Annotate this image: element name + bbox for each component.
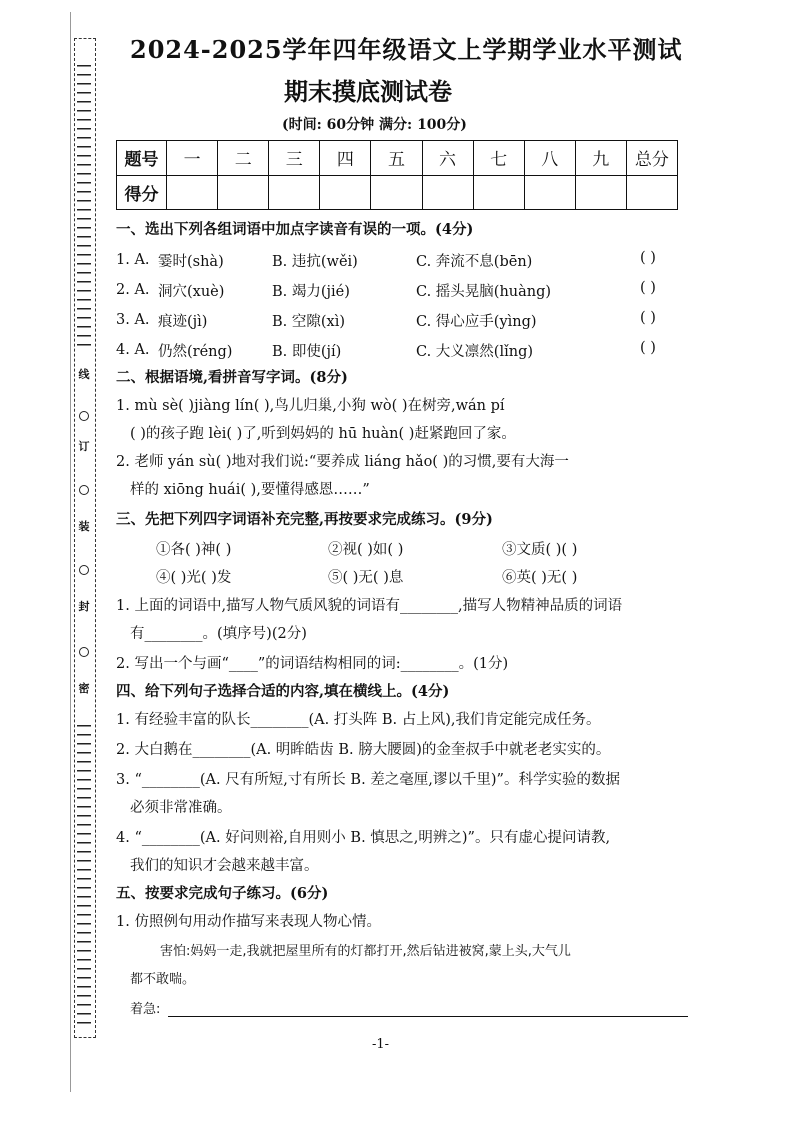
section3-heading: 三、先把下列四字词语补充完整,再按要求完成练习。(9分) xyxy=(116,511,493,528)
score-cell: 二 xyxy=(218,141,269,176)
score-input-cell[interactable] xyxy=(218,175,269,210)
s3-word5: ⑤( )无( )息 xyxy=(328,570,404,586)
s1-q1-b: B. 违抗(wěi) xyxy=(272,254,358,270)
section2-heading: 二、根据语境,看拼音写字词。(8分) xyxy=(116,369,348,386)
s1-q1-c: C. 奔流不息(bēn) xyxy=(416,254,533,270)
s2-line3: 2. 老师 yán sù( )地对我们说:“要养成 liáng hǎo( )的习惯,要有大海一 xyxy=(116,454,569,470)
score-input-cell[interactable] xyxy=(320,175,371,210)
s3-word2: ②视( )如( ) xyxy=(328,542,404,558)
s2-line4: 样的 xiōng huái( ),要懂得感恩……” xyxy=(130,482,370,498)
score-input-cell[interactable] xyxy=(269,175,320,210)
s5-example-line2: 都不敢喘。 xyxy=(130,972,196,987)
score-cell: 得分 xyxy=(117,175,167,210)
binding-stripes xyxy=(77,719,91,1029)
s1-q3-b: B. 空隙(xì) xyxy=(272,314,346,330)
score-input-cell[interactable] xyxy=(371,175,422,210)
binding-label-mi: 密 xyxy=(78,682,90,695)
score-cell: 一 xyxy=(167,141,218,176)
fold-line xyxy=(70,12,71,1092)
s3-q1-line2: 有________。(填序号)(2分) xyxy=(130,626,307,642)
binding-label-ding: 订 xyxy=(78,440,90,453)
binding-ring xyxy=(79,485,89,495)
s5-answer-label: 着急: xyxy=(130,1002,161,1017)
section5-heading: 五、按要求完成句子练习。(6分) xyxy=(116,885,329,902)
time-score-info: (时间: 60分钟 满分: 100分) xyxy=(282,117,467,133)
s5-example-line1: 害怕:妈妈一走,我就把屋里所有的灯都打开,然后钻进被窝,蒙上头,大气儿 xyxy=(160,944,571,959)
s1-q4-c: C. 大义凛然(lǐng) xyxy=(416,344,534,360)
s3-q1-line1: 1. 上面的词语中,描写人物气质风貌的词语有________,描写人物精神品质的词语 xyxy=(116,598,623,614)
s2-line1: 1. mù sè( )jiàng lín( ),鸟儿归巢,小狗 wò( )在树旁,wán pí xyxy=(116,398,505,414)
score-cell: 总分 xyxy=(626,141,677,176)
score-cell: 三 xyxy=(269,141,320,176)
s4-q3-line1: 3. “________(A. 尺有所短,寸有所长 B. 差之毫厘,谬以千里)”。科学实验的数据 xyxy=(116,772,620,788)
score-input-cell[interactable] xyxy=(626,175,677,210)
s1-q3-num: 3. A. xyxy=(116,312,150,328)
s3-q2: 2. 写出一个与画“____”的词语结构相同的词:________。(1分) xyxy=(116,656,509,672)
score-cell: 五 xyxy=(371,141,422,176)
s4-q4-line1: 4. “________(A. 好问则裕,自用则小 B. 慎思之,明辨之)”。只有虚心提问请教, xyxy=(116,830,611,846)
s1-q4-answer[interactable]: ( ) xyxy=(640,340,656,356)
page-subtitle-title: 期末摸底测试卷 xyxy=(284,77,452,106)
score-cell: 六 xyxy=(422,141,473,176)
s1-q2-a: 洞穴(xuè) xyxy=(158,284,225,300)
section4-heading: 四、给下列句子选择合适的内容,填在横线上。(4分) xyxy=(116,683,450,700)
s1-q4-b: B. 即使(jí) xyxy=(272,344,342,360)
s4-q3-line2: 必须非常准确。 xyxy=(130,800,232,816)
s1-q4-a: 仍然(réng) xyxy=(158,344,233,360)
s5-q1: 1. 仿照例句用动作描写来表现人物心情。 xyxy=(116,914,381,930)
s1-q2-answer[interactable]: ( ) xyxy=(640,280,656,296)
score-input-cell[interactable] xyxy=(167,175,218,210)
binding-label-xian: 线 xyxy=(78,368,90,381)
s5-answer-line[interactable] xyxy=(168,1016,688,1017)
score-cell: 八 xyxy=(524,141,575,176)
s1-q2-b: B. 竭力(jié) xyxy=(272,284,350,300)
s4-q4-line2: 我们的知识才会越来越丰富。 xyxy=(130,858,319,874)
binding-ring xyxy=(79,411,89,421)
s3-word4: ④( )光( )发 xyxy=(156,570,232,586)
s3-word1: ①各( )神( ) xyxy=(156,542,232,558)
binding-stripes xyxy=(77,59,91,349)
binding-margin xyxy=(74,38,96,1038)
score-table-header-row xyxy=(117,141,678,176)
binding-ring xyxy=(79,647,89,657)
score-cell: 四 xyxy=(320,141,371,176)
s1-q2-num: 2. A. xyxy=(116,282,150,298)
score-cell: 九 xyxy=(575,141,626,176)
s1-q4-num: 4. A. xyxy=(116,342,150,358)
s1-q3-a: 痕迹(jì) xyxy=(158,314,208,330)
score-table-score-row xyxy=(117,175,678,210)
s4-q2: 2. 大白鹅在________(A. 明眸皓齿 B. 膀大腰圆)的金奎叔手中就老老实实的。 xyxy=(116,742,611,758)
s1-q3-c: C. 得心应手(yìng) xyxy=(416,314,537,330)
s1-q1-num: 1. A. xyxy=(116,252,150,268)
s1-q1-a: 霎时(shà) xyxy=(158,254,224,270)
score-input-cell[interactable] xyxy=(524,175,575,210)
binding-label-feng: 封 xyxy=(78,600,90,613)
page-title: 2024-2025学年四年级语文上学期学业水平测试 xyxy=(130,35,683,64)
page-number: -1- xyxy=(372,1037,390,1052)
score-cell: 题号 xyxy=(117,141,167,176)
s2-line2: ( )的孩子跑 lèi( )了,听到妈妈的 hū huàn( )赶紧跑回了家。 xyxy=(130,426,516,442)
binding-ring xyxy=(79,565,89,575)
s1-q3-answer[interactable]: ( ) xyxy=(640,310,656,326)
score-table xyxy=(116,140,678,210)
score-input-cell[interactable] xyxy=(575,175,626,210)
score-input-cell[interactable] xyxy=(422,175,473,210)
section1-heading: 一、选出下列各组词语中加点字读音有误的一项。(4分) xyxy=(116,221,474,238)
s1-q1-answer[interactable]: ( ) xyxy=(640,250,656,266)
s4-q1: 1. 有经验丰富的队长________(A. 打头阵 B. 占上风),我们肯定能完成任务。 xyxy=(116,712,601,728)
binding-label-zhuang: 装 xyxy=(78,520,90,533)
score-cell: 七 xyxy=(473,141,524,176)
s1-q2-c: C. 摇头晃脑(huàng) xyxy=(416,284,552,300)
s3-word6: ⑥英( )无( ) xyxy=(502,570,578,586)
score-input-cell[interactable] xyxy=(473,175,524,210)
s3-word3: ③文质( )( ) xyxy=(502,542,578,558)
